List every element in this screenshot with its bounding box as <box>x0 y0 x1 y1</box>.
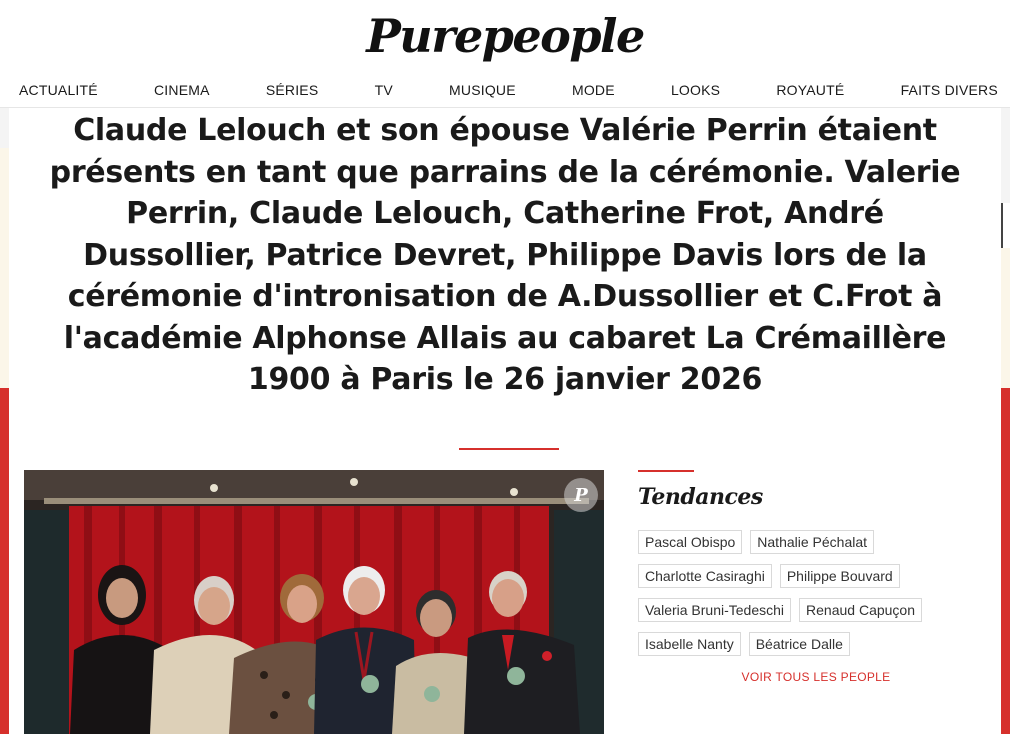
tag-nathalie-pechalat[interactable]: Nathalie Péchalat <box>750 530 874 554</box>
sidebar-accent-rule <box>638 470 694 472</box>
main-nav <box>0 72 1010 108</box>
left-ad-strip <box>0 108 9 148</box>
nav-item-faits-divers[interactable]: FAITS DIVERS <box>900 81 998 98</box>
right-ad-strip <box>1001 203 1010 248</box>
nav-item-mode[interactable]: MODE <box>571 81 615 98</box>
site-header <box>0 0 1010 108</box>
tag-beatrice-dalle[interactable]: Béatrice Dalle <box>749 632 850 656</box>
right-ad-strip <box>1001 108 1010 203</box>
sidebar-title: Tendances <box>638 484 763 510</box>
see-all-people-link[interactable]: VOIR TOUS LES PEOPLE <box>741 670 891 684</box>
nav-item-cinema[interactable]: CINEMA <box>154 81 210 98</box>
left-ad-strip <box>0 148 9 388</box>
tag-valeria-bruni-tedeschi[interactable]: Valeria Bruni-Tedeschi <box>638 598 791 622</box>
nav-item-musique[interactable]: MUSIQUE <box>449 81 516 98</box>
article-headline: Claude Lelouch et son épouse Valérie Perrin étaient présents en tant que parrains de la cérémonie. Valerie Perrin, Claude Lelouch, Catherine Frot, André Dussollier, Patrice Devret, Philippe Davis lors de la cérémonie d'intronisation de A.Dussollier et C.Frot à l'académie Alphonse Allais au cabaret La Crémaillère 1900 à Paris le 26 janvier 2026 <box>49 113 961 397</box>
tag-isabelle-nanty[interactable]: Isabelle Nanty <box>638 632 741 656</box>
tag-pascal-obispo[interactable]: Pascal Obispo <box>638 530 742 554</box>
right-ad-strip <box>1001 388 1010 734</box>
headline-underline <box>459 448 559 450</box>
trending-sidebar <box>638 470 988 684</box>
nav-item-looks[interactable]: LOOKS <box>670 81 721 98</box>
tag-charlotte-casiraghi[interactable]: Charlotte Casiraghi <box>638 564 772 588</box>
trending-tags <box>638 530 968 656</box>
article-photo[interactable] <box>24 470 604 734</box>
nav-item-series[interactable]: SÉRIES <box>265 81 319 98</box>
photo-illustration <box>24 470 604 734</box>
tag-renaud-capucon[interactable]: Renaud Capuçon <box>799 598 922 622</box>
right-ad-strip <box>1001 248 1010 388</box>
left-ad-strip <box>0 388 9 734</box>
tag-philippe-bouvard[interactable]: Philippe Bouvard <box>780 564 900 588</box>
nav-item-actualite[interactable]: ACTUALITÉ <box>19 81 98 98</box>
site-logo[interactable]: Purepeople <box>366 9 644 63</box>
nav-item-tv[interactable]: TV <box>374 81 393 98</box>
nav-item-royaute[interactable]: ROYAUTÉ <box>776 81 845 98</box>
logo-bar <box>0 0 1010 72</box>
purepeople-badge-icon: P <box>564 478 598 512</box>
